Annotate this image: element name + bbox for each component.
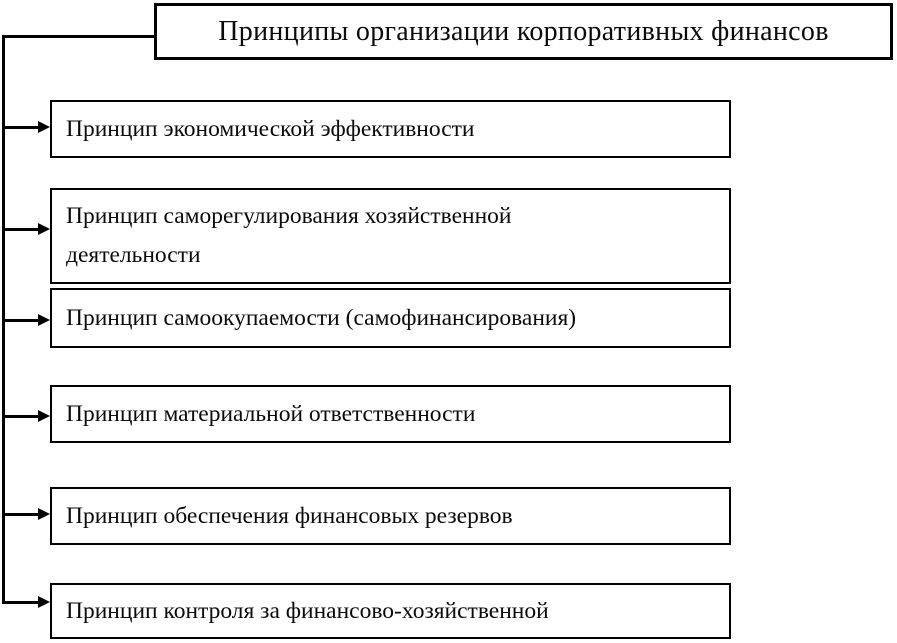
principle-box-self-regulation: [50, 188, 731, 284]
arrow-line: [2, 126, 38, 129]
title-connector-line: [2, 35, 155, 38]
arrow-line: [2, 228, 38, 231]
arrow-head-icon: [38, 314, 50, 326]
principle-box-economic-efficiency: [50, 100, 731, 158]
principle-label: Принцип обеспечения финансовых резервов: [66, 502, 513, 529]
arrow-head-icon: [38, 223, 50, 235]
arrow-head-icon: [38, 596, 50, 608]
principle-box-financial-reserves: [50, 487, 731, 545]
arrow-connector: [2, 222, 50, 236]
arrow-line: [2, 601, 38, 604]
arrow-connector: [2, 313, 50, 327]
arrow-connector: [2, 120, 50, 134]
diagram-title: Принципы организации корпоративных финансов: [218, 15, 829, 47]
principle-label: Принцип самоокупаемости (самофинансирования): [66, 304, 577, 331]
arrow-connector: [2, 595, 50, 609]
principle-box-financial-control: [50, 583, 731, 639]
principle-box-self-sufficiency: [50, 288, 731, 348]
arrow-line: [2, 513, 38, 516]
principle-label: Принцип контроля за финансово-хозяйственной: [66, 597, 549, 624]
principle-label: Принцип экономической эффективности: [66, 115, 475, 142]
arrow-head-icon: [38, 410, 50, 422]
arrow-line: [2, 319, 38, 322]
principle-label: Принцип материальной ответственности: [66, 400, 476, 427]
arrow-head-icon: [38, 508, 50, 520]
arrow-line: [2, 415, 38, 418]
principle-box-material-responsibility: [50, 385, 731, 443]
principle-label: Принцип саморегулирования хозяйственной деятельности: [66, 202, 512, 268]
arrow-connector: [2, 507, 50, 521]
diagram-title-box: [154, 3, 893, 60]
arrow-head-icon: [38, 121, 50, 133]
arrow-connector: [2, 409, 50, 423]
